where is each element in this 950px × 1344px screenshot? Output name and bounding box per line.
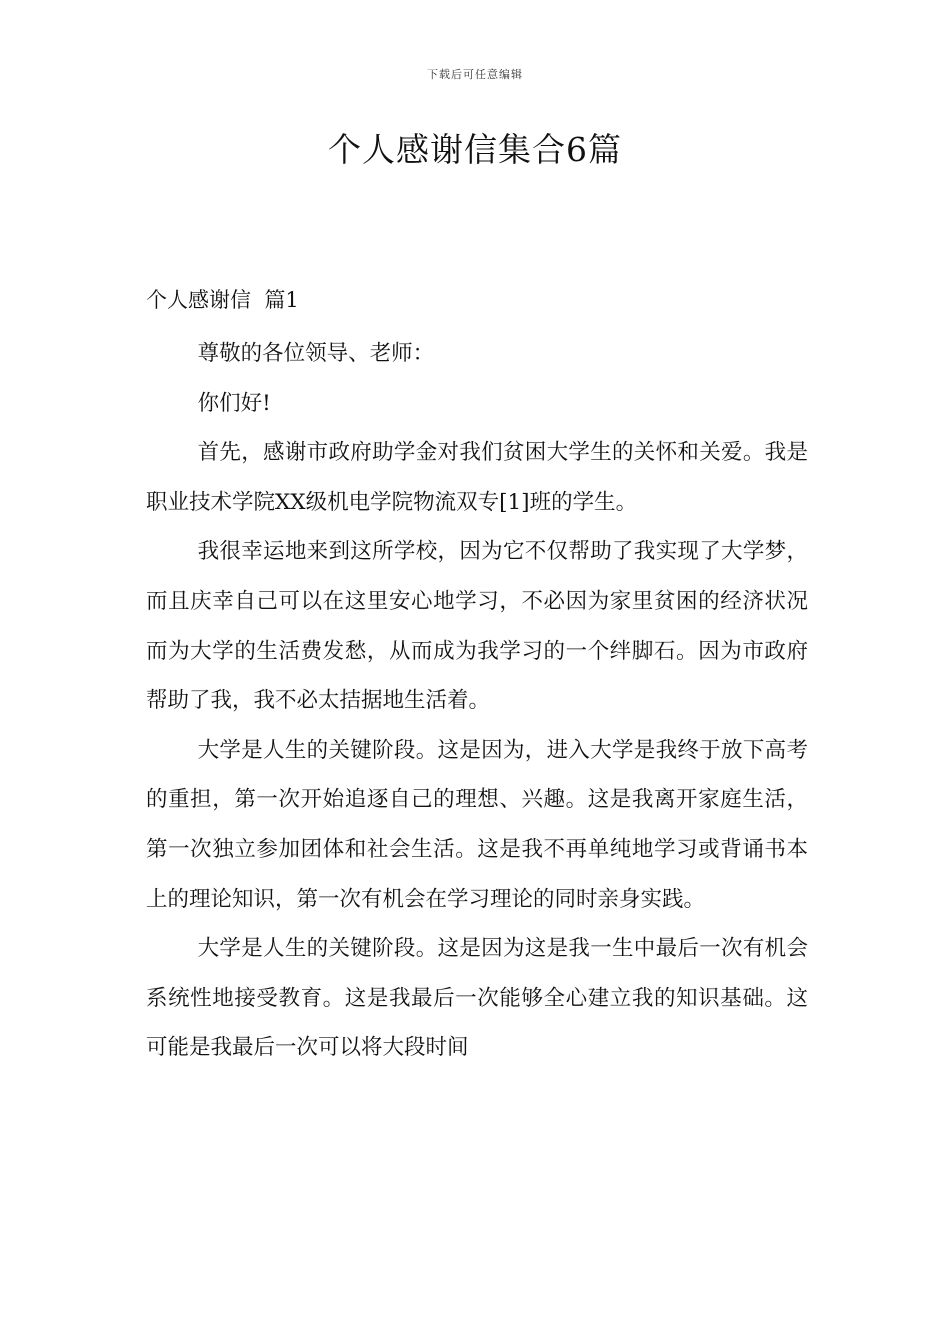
salutation: 尊敬的各位领导、老师： bbox=[197, 341, 435, 366]
section-heading: 个人感谢信 篇1 bbox=[146, 288, 299, 312]
header-note: 下载后可任意编辑 bbox=[427, 68, 523, 81]
body-paragraph: 我很幸运地来到这所学校，因为它不仅帮助了我实现了大学梦，而且庆幸自己可以在这里安心地学习，不必因为家里贫困的经济状况而为大学的生活费发愁，从而成为我学习的一个绊脚石。因为市政府帮助了我，我不必太拮据地生活着。 bbox=[146, 539, 808, 714]
body-paragraph: 大学是人生的关键阶段。这是因为，进入大学是我终于放下高考的重担，第一次开始追逐自己的理想、兴趣。这是我离开家庭生活，第一次独立参加团体和社会生活。这是我不再单纯地学习或背诵书本上的理论知识，第一次有机会在学习理论的同时亲身实践。 bbox=[146, 737, 808, 912]
greeting: 你们好! bbox=[197, 390, 271, 416]
body-paragraph: 首先，感谢市政府助学金对我们贫困大学生的关怀和关爱。我是职业技术学院XX级机电学院物流双专[1]班的学生。 bbox=[146, 440, 808, 515]
document-title: 个人感谢信集合6篇 bbox=[328, 130, 622, 169]
body-paragraph: 大学是人生的关键阶段。这是因为这是我一生中最后一次有机会系统性地接受教育。这是我最后一次能够全心建立我的知识基础。这可能是我最后一次可以将大段时间 bbox=[146, 936, 808, 1061]
letter-body bbox=[146, 329, 808, 1073]
